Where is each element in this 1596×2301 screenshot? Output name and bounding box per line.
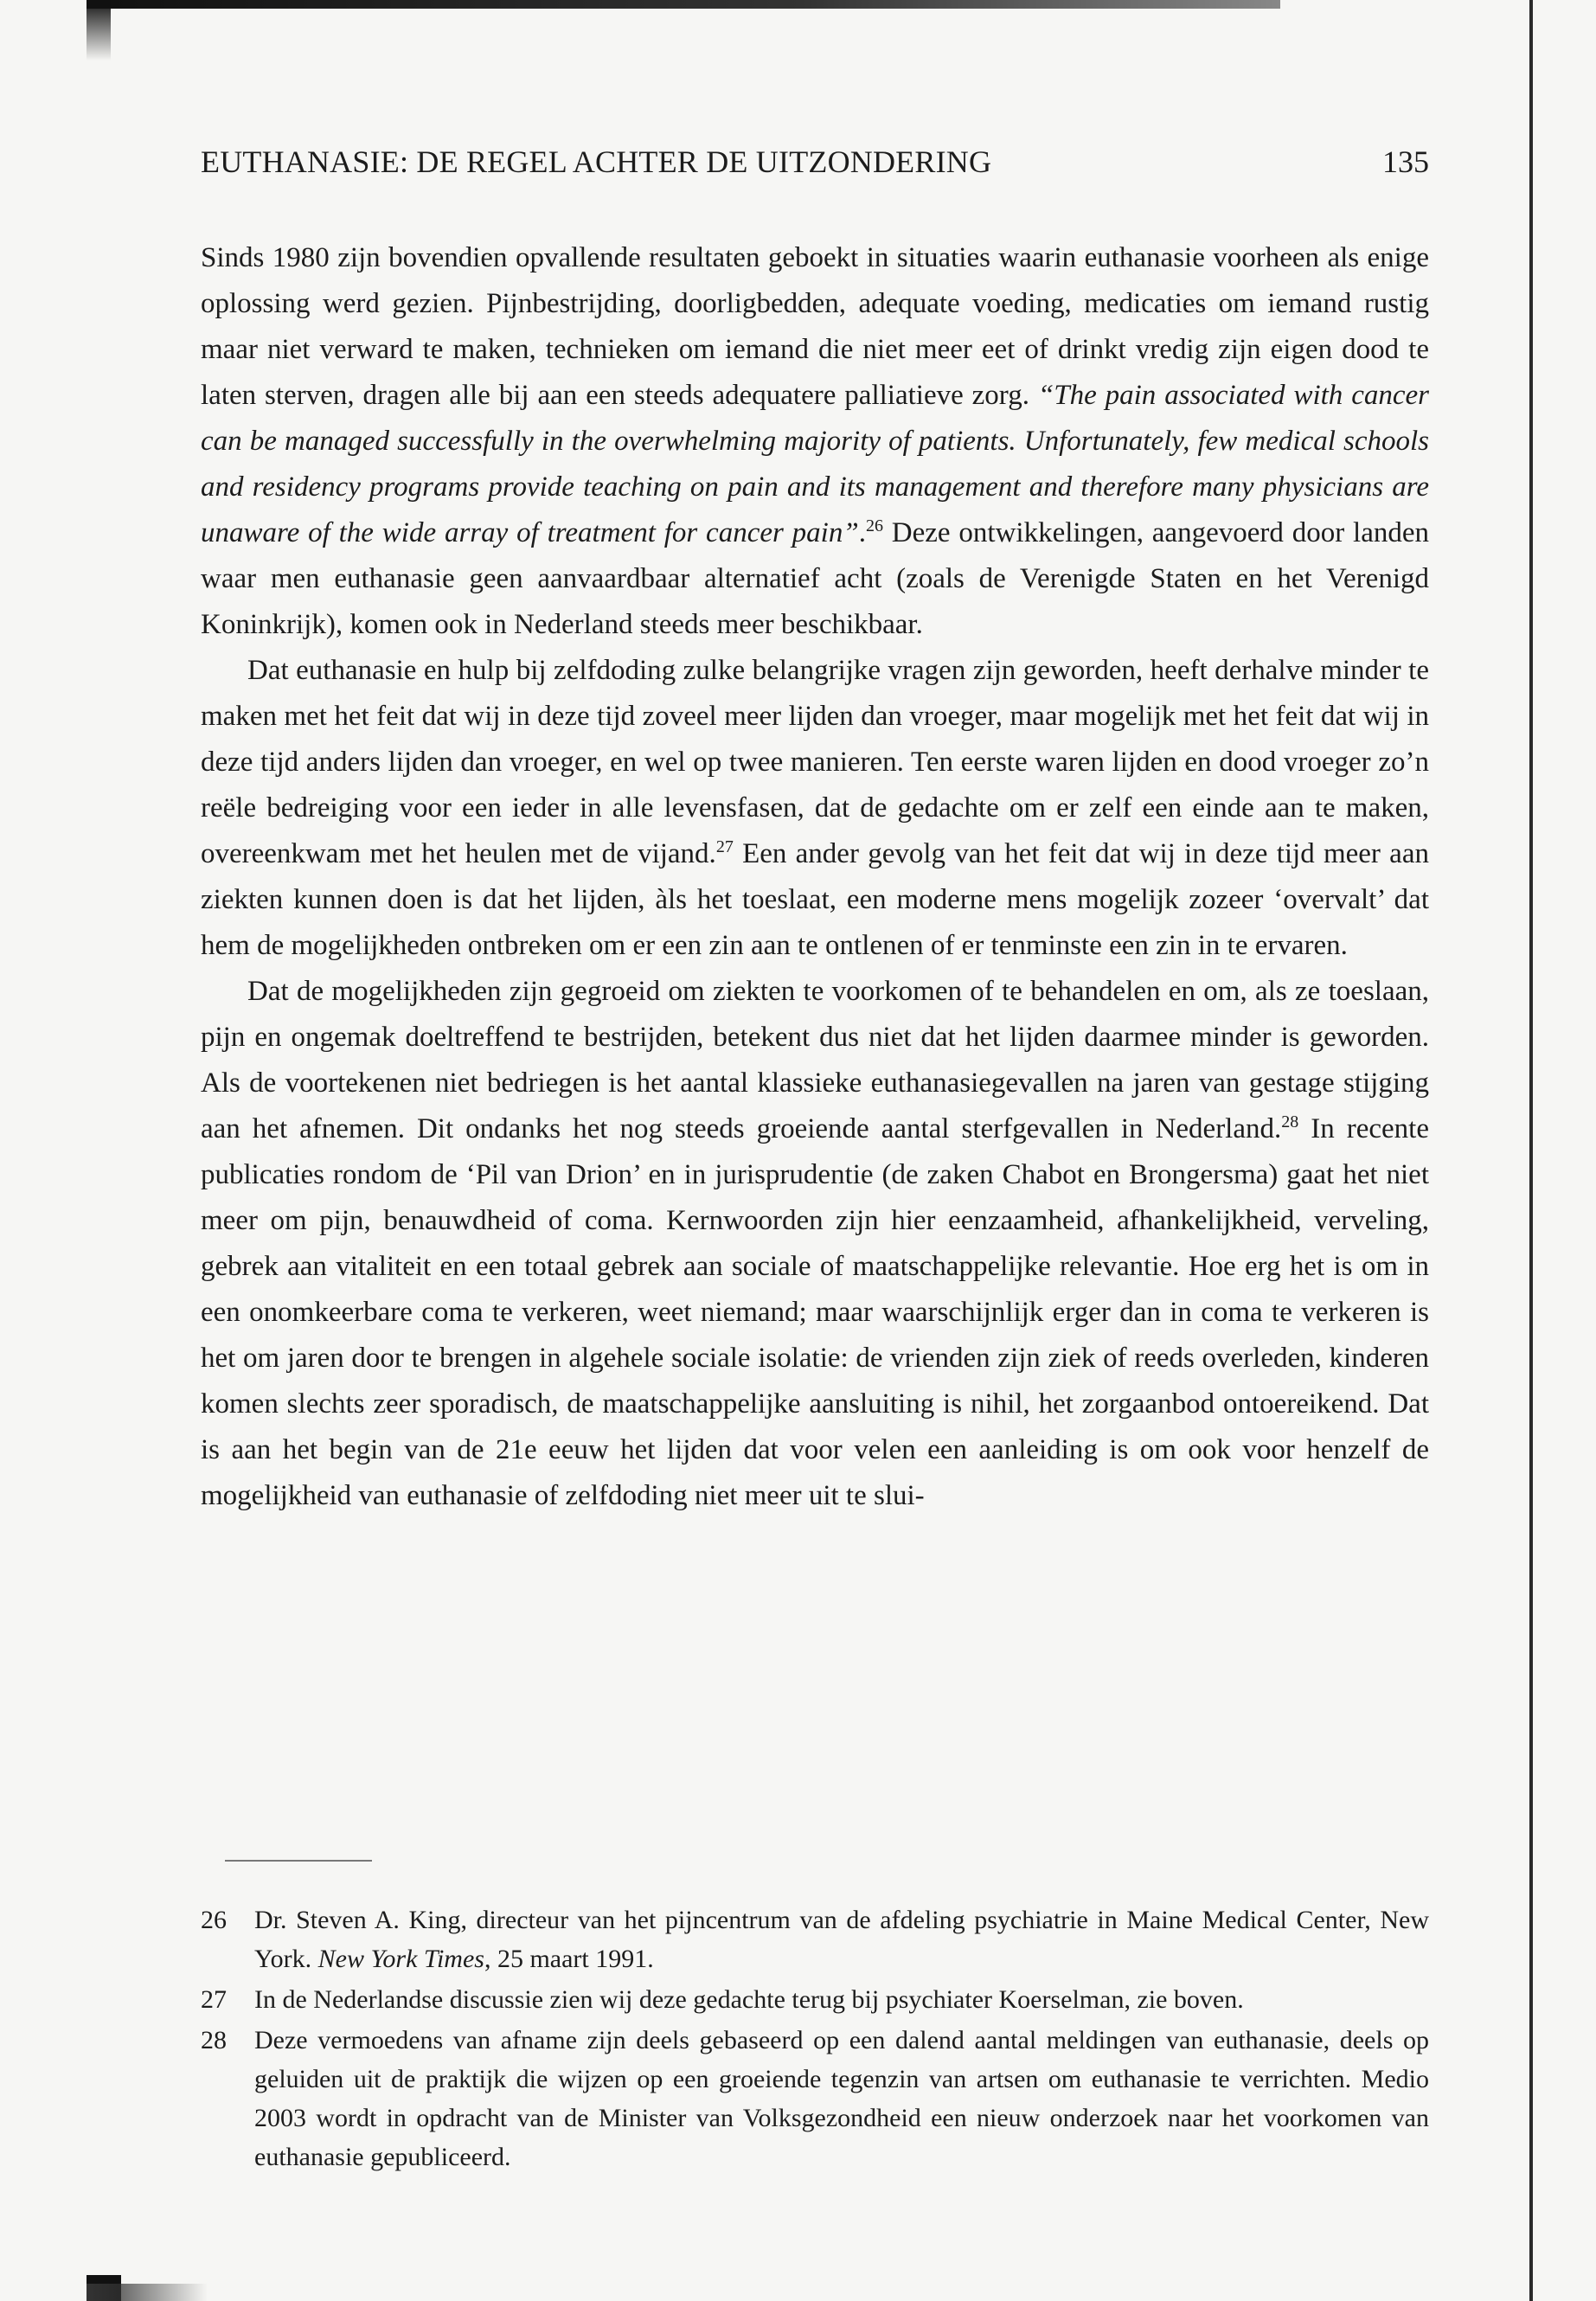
footnote-ref-26: 26: [865, 516, 883, 535]
footnote-ref-28: 28: [1281, 1112, 1299, 1131]
paragraph-1-quote-end: .: [858, 517, 866, 548]
footnotes: [201, 1900, 1429, 2178]
page-number: 135: [1382, 144, 1429, 179]
scan-shadow-left: [87, 0, 111, 61]
footnote-number: 27: [201, 1985, 227, 2014]
footnote-text: Dr. Steven A. King, directeur van het pijncentrum van de afdeling psychiatrie in Maine Medical Center, New York.: [254, 1906, 1429, 1973]
footnote-number: 26: [201, 1906, 227, 1934]
paragraph-3-text-end: In recente publicaties rondom de ‘Pil van Drion’ en in jurisprudentie (de zaken Chabot en Brongersma) gaat het niet meer om pijn, benauwdheid of coma. Kernwoorden zijn hier eenzaamheid, afhankelijkheid, verveling, gebrek aan vitaliteit en een totaal gebrek aan sociale of maatschappelijke relevantie. Hoe erg het is om in een onomkeerbare coma te verkeren, weet niemand; maar waarschijnlijk erger dan in coma te verkeren is het om jaren door te brengen in algehele sociale isolatie: de vrienden zijn ziek of reeds overleden, kinderen komen slechts zeer sporadisch, de maatschappelijke aansluiting is nihil, het zorgaanbod ontoereikend. Dat is aan het begin van de 21e eeuw het lijden dat voor velen een aanleiding is om ook voor henzelf de mogelijkheid van euthanasie of zelfdoding niet meer uit te slui-: [201, 1113, 1429, 1511]
footnote-source: New York Times: [317, 1945, 484, 1973]
paragraph-1-text: Sinds 1980 zijn bovendien opvallende resultaten geboekt in situaties waarin euthanasie voorheen als enige oplossing werd gezien. Pijnbestrijding, doorligbedden, adequate voeding, medicaties om iemand rustig maar niet verward te maken, technieken om iemand die niet meer eet of drinkt vredig zijn eigen dood te laten sterven, dragen alle bij aan een steeds adequatere palliatieve zorg.: [201, 242, 1429, 411]
running-head-title: EUTHANASIE: DE REGEL ACHTER DE UITZONDERING: [201, 144, 992, 179]
footnote-27: [201, 1980, 1429, 2019]
footnote-number: 28: [201, 2026, 227, 2054]
paragraph-2-text: Dat euthanasie en hulp bij zelfdoding zulke belangrijke vragen zijn geworden, heeft derhalve minder te maken met het feit dat wij in deze tijd zoveel meer lijden dan vroeger, maar mogelijk met het feit dat wij in deze tijd anders lijden dan vroeger, en wel op twee manieren. Ten eerste waren lijden en dood vroeger zo’n reële bedreiging voor een ieder in alle levensfasen, dat de gedachte om er zelf een einde aan te maken, overeenkwam met het heulen met de vijand.: [201, 655, 1429, 869]
paragraph-1-quote: “The pain associated with cancer can be managed successfully in the overwhelming majority of patients. Unfortunately, few medical schools and residency programs provide teaching on pain and its management and therefore many physicians are unaware of the wide array of treatment for cancer pain”: [201, 380, 1429, 548]
paragraph-1: [201, 235, 1429, 648]
footnote-28: [201, 2021, 1429, 2176]
paragraph-1-text-end: Deze ontwikkelingen, aangevoerd door landen waar men euthanasie geen aanvaardbaar alternatief acht (zoals de Verenigde Staten en het Verenigd Koninkrijk), komen ook in Nederland steeds meer beschikbaar.: [201, 517, 1429, 640]
footnote-26: [201, 1900, 1429, 1978]
scan-shadow-bottom-fade: [87, 2284, 208, 2301]
scan-edge-right: [1529, 0, 1533, 2301]
paragraph-2: [201, 648, 1429, 969]
scan-shadow-top: [87, 0, 1280, 9]
footnote-ref-27: 27: [715, 837, 734, 856]
footnote-text: Deze vermoedens van afname zijn deels gebaseerd op een dalend aantal meldingen van euthanasie, deels op geluiden uit de praktijk die wijzen op een groeiende tegenzin van artsen om euthanasie te verrichten. Medio 2003 wordt in opdracht van de Minister van Volksgezondheid een nieuw onderzoek naar het voorkomen van euthanasie gepubliceerd.: [254, 2026, 1429, 2171]
footnote-divider: [225, 1860, 372, 1862]
paragraph-3-text: Dat de mogelijkheden zijn gegroeid om ziekten te voorkomen of te behandelen en om, als ze toeslaan, pijn en ongemak doeltreffend te bestrijden, betekent dus niet dat het lijden daarmee minder is geworden. Als de voortekenen niet bedriegen is het aantal klassieke euthanasiegevallen na jaren van gestage stijging aan het afnemen. Dit ondanks het nog steeds groeiende aantal sterfgevallen in Nederland.: [201, 976, 1429, 1144]
footnote-text-end: , 25 maart 1991.: [484, 1945, 654, 1973]
paragraph-3: [201, 969, 1429, 1519]
footnote-text: In de Nederlandse discussie zien wij deze gedachte terug bij psychiater Koerselman, zie boven.: [254, 1985, 1244, 2014]
paragraph-2-text-end: Een ander gevolg van het feit dat wij in deze tijd meer aan ziekten kunnen doen is dat het lijden, àls het toeslaat, een moderne mens mogelijk zozeer ‘overvalt’ dat hem de mogelijkheden ontbreken om er een zin aan te ontlenen of er tenminste een zin in te ervaren.: [201, 838, 1429, 961]
body-text: [201, 235, 1429, 1519]
